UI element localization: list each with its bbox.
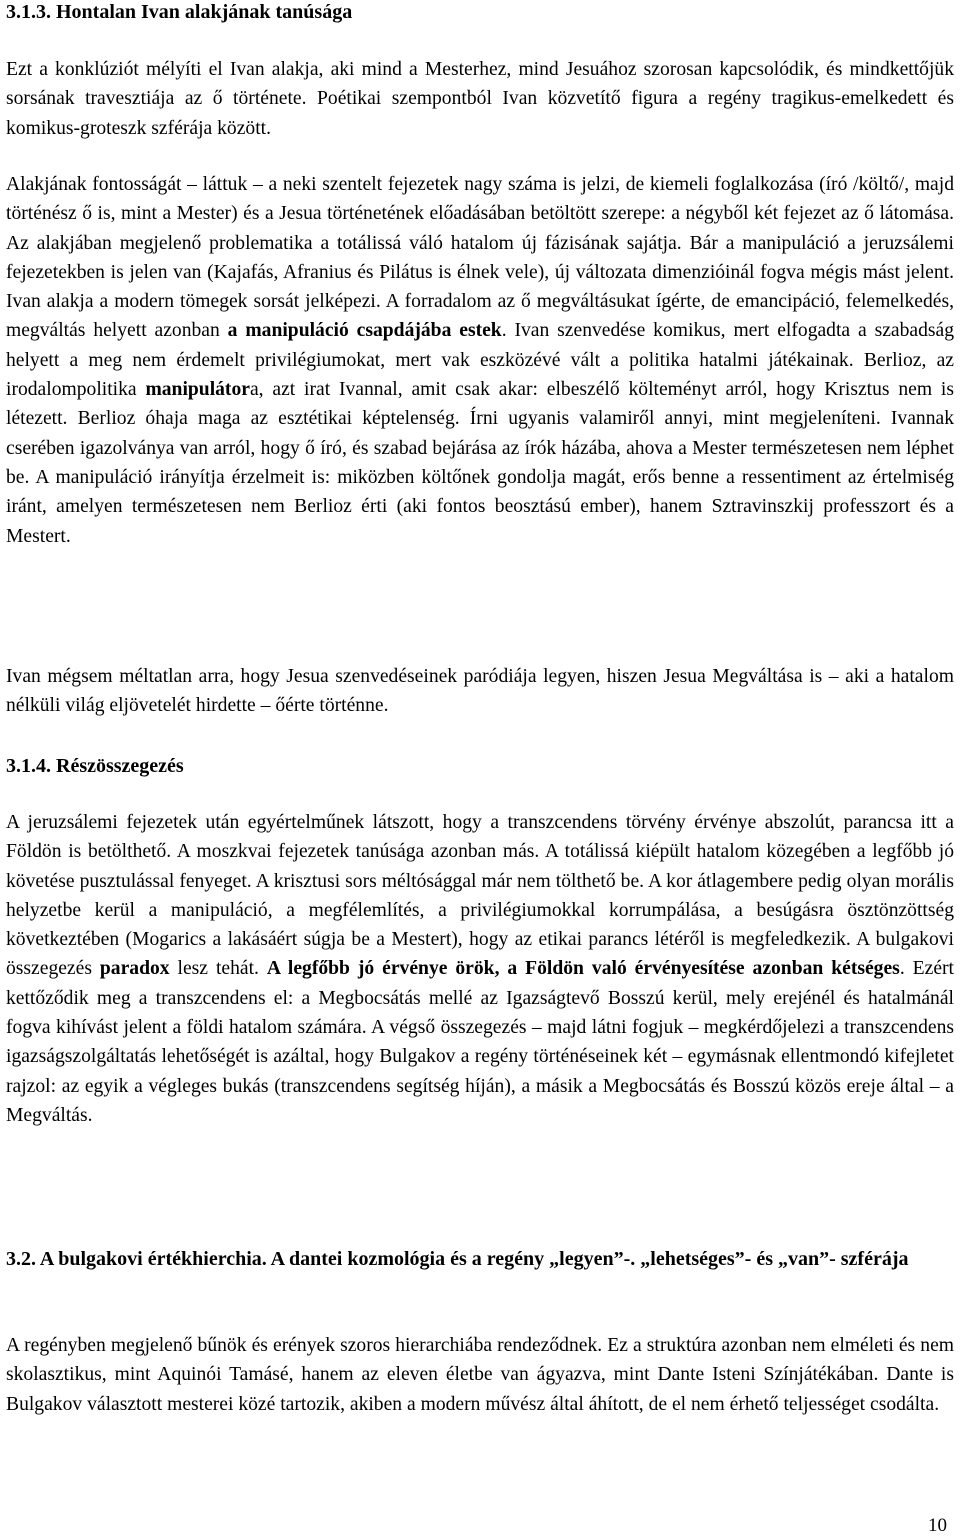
- section-heading-3-2: 3.2. A bulgakovi értékhierchia. A dantei kozmológia és a regény „legyen”-. „lehetséges”- és „van”- szférája: [6, 1248, 909, 1270]
- paragraph-summary: [6, 808, 954, 1130]
- text-run: lesz tehát.: [169, 958, 267, 980]
- text-run: . Ivan szenvedése komikus, mert elfogadta a szabadság helyett a meg nem érdemelt privilégiumokat, mert vak eszközévé vált a politika hatalmi játékainak. Berlioz, az irodalompolitika: [6, 320, 954, 401]
- paragraph-ivan-parody: Ivan mégsem méltatlan arra, hogy Jesua szenvedéseinek paródiája legyen, hiszen Jesua Megváltása is – aki a hatalom nélküli világ eljövetelét hirdette – őérte történne.: [6, 666, 954, 717]
- bold-phrase: a manipuláció csapdájába estek: [227, 320, 502, 342]
- paragraph-hierarchy: A regényben megjelenő bűnök és erények szoros hierarchiába rendeződnek. Ez a struktúra azonban nem elméleti és nem skolasztikus, mint Aquinói Tamásé, hanem az eleven életbe van ágyazva, mint Dante Isteni Színjátékában. Dante is Bulgakov választott mesterei közé tartozik, akiben a modern művész által áhított, de el nem érhető teljességet csodálta.: [6, 1335, 954, 1415]
- heading-text: Részösszegezés: [56, 755, 184, 777]
- bold-word: paradox: [99, 958, 170, 980]
- text-run: Alakjának fontosságát – láttuk – a neki szentelt fejezetek nagy száma is jelzi, de kiemeli foglalkozása (író /költő/, majd történész ő is, mint a Mester) és a Jesua történetének előadásában betöltött szerepe: a négyből két fejezet az ő látomása. Az alakjában megjelenő problematika a totálissá váló hatalom új fázisának sajátja. Bár a manipuláció a jeruzsálemi fejezetekben is jelen van (Kajafás, Afranius és Pilátus is élnek vele), új változata dimenzióinál fogva mégis mást jelent. Ivan alakja a modern tömegek sorsát jelképezi. A forradalom az ő megváltásukat ígérte, de emancipáció, felemelkedés, megváltás helyett azonban: [6, 174, 954, 342]
- text-run: A jeruzsálemi fejezetek után egyértelműnek látszott, hogy a transzcendens törvény érvénye abszolút, parancsa itt a Földön is betölthető. A moszkvai fejezetek tanúsága azonban más. A totálissá kiépült hatalom közegében a legfőbb jó követése pusztulással fenyeget. A krisztusi sors méltósággal már nem tölthető be. A kor átlagembere pedig olyan morális helyzetbe kerül a manipuláció, a megfélemlítés, a privilégiumokkal korrumpálása, a besúgásra ösztönzöttség következtében (Mogarics a lakásáért súgja be a Mestert), hogy az etikai parancs létéről is megfeledkezik. A bulgakovi összegezés: [6, 812, 954, 980]
- paragraph-ivan-significance: [6, 170, 954, 551]
- section-heading-3-1-3: 3.1.3. Hontalan Ivan alakjának tanúsága: [6, 1, 353, 23]
- text-run: a, azt irat Ivannal, amit csak akar: elbeszélő költeményt arról, hogy Krisztus nem is létezett. Berlioz óhaja maga az esztétikai képtelenség. Írni ugyanis valamiről annyi, mint megjeleníteni. Ivannak cserében igazolványa van arról, hogy ő író, és szabad bejárása az írók házába, ahova a Mester természetesen nem léphet be. A manipuláció irányítja érzelmeit is: miközben költőnek gondolja magát, erős benne a ressentiment az értelmiség iránt, amelyen természetesen nem Berlioz érti (aki fontos beosztású ember), hanem Sztravinszkij professzort és a Mestert.: [6, 379, 954, 547]
- bold-phrase: A legfőbb jó érvénye örök, a Földön való érvényesítése azonban kétséges: [266, 958, 900, 980]
- text-run: . Ezért kettőződik meg a transzcendens el: a Megbocsátás mellé az Igazságtevő Bosszú kerül, mely erejénél és hatalmánál fogva kihívást jelent a földi hatalom számára. A végső összegezés – majd látni fogjuk – megkérdőjelezi a transzcendens igazságszolgáltatás lehetőségét is azáltal, hogy Bulgakov a regény történéseinek két – egymásnak ellentmondó kifejletet rajzol: az egyik a végleges bukás (transzcendens segítség híján), a másik a Megbocsátás és Bosszú közös ereje által – a Megváltás.: [6, 958, 954, 1126]
- paragraph-ivan-intro: Ezt a konklúziót mélyíti el Ivan alakja, aki mind a Mesterhez, mind Jesuához szorosan kapcsolódik, és mindkettőjük sorsának travesztiája az ő története. Poétikai szempontból Ivan közvetítő figura a regény tragikus-emelkedett és komikus-groteszk szférája között.: [6, 59, 954, 139]
- page-number: 10: [928, 1515, 947, 1536]
- heading-number: 3.1.4.: [6, 755, 56, 777]
- section-heading-3-1-4: [6, 754, 184, 778]
- bold-word: manipulátor: [145, 379, 250, 401]
